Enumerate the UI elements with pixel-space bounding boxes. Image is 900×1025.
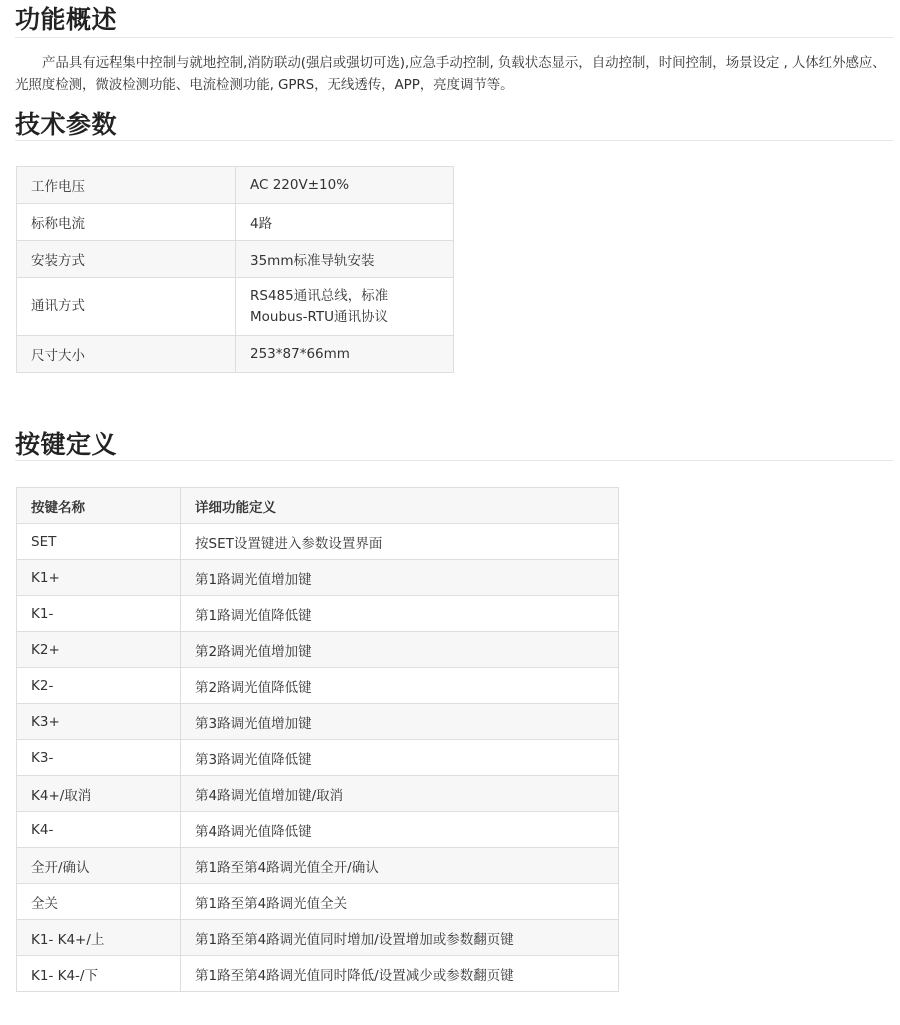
- overview-title: 功能概述: [15, 5, 118, 34]
- column-header-name: 按键名称: [17, 488, 181, 524]
- spec-value: AC 220V±10%: [236, 167, 454, 204]
- key-name: K2+: [17, 632, 181, 668]
- spec-label: 尺寸大小: [17, 336, 236, 373]
- key-name: 全开/确认: [17, 848, 181, 884]
- spec-value-line: Moubus-RTU通讯协议: [250, 308, 389, 325]
- key-desc: 第1路调光值增加键: [181, 560, 619, 596]
- table-row: [17, 278, 454, 336]
- spec-label: 工作电压: [17, 167, 236, 204]
- specs-title: 技术参数: [15, 110, 118, 139]
- spec-label: 通讯方式: [17, 278, 236, 336]
- key-name: K3+: [17, 704, 181, 740]
- key-desc: 第1路至第4路调光值同时降低/设置减少或参数翻页键: [181, 956, 619, 992]
- spec-value: 253*87*66mm: [236, 336, 454, 373]
- specs-divider: [15, 140, 893, 141]
- table-row: [17, 740, 619, 776]
- key-name: K1- K4-/下: [17, 956, 181, 992]
- table-row: [17, 668, 619, 704]
- spec-value: 4路: [236, 204, 454, 241]
- table-row: [17, 812, 619, 848]
- keys-divider: [15, 460, 893, 461]
- spec-label: 安装方式: [17, 241, 236, 278]
- spec-value: [236, 278, 454, 336]
- key-desc: 第4路调光值降低键: [181, 812, 619, 848]
- specs-table: [16, 166, 454, 373]
- table-row: [17, 632, 619, 668]
- table-row: [17, 560, 619, 596]
- overview-divider: [15, 37, 893, 38]
- spec-label: 标称电流: [17, 204, 236, 241]
- key-name: K3-: [17, 740, 181, 776]
- key-name: K1- K4+/上: [17, 920, 181, 956]
- key-name: K4+/取消: [17, 776, 181, 812]
- table-row: [17, 204, 454, 241]
- key-desc: 第3路调光值降低键: [181, 740, 619, 776]
- table-row: [17, 956, 619, 992]
- table-row: [17, 920, 619, 956]
- spec-value-line: RS485通讯总线，标准: [250, 287, 389, 304]
- key-name: K1+: [17, 560, 181, 596]
- table-row: [17, 704, 619, 740]
- key-name: K2-: [17, 668, 181, 704]
- key-name: K4-: [17, 812, 181, 848]
- key-desc: 第2路调光值增加键: [181, 632, 619, 668]
- key-desc: 第3路调光值增加键: [181, 704, 619, 740]
- table-row: [17, 336, 454, 373]
- key-desc: 第1路调光值降低键: [181, 596, 619, 632]
- table-row: [17, 884, 619, 920]
- key-desc: 第2路调光值降低键: [181, 668, 619, 704]
- spec-value: 35mm标准导轨安装: [236, 241, 454, 278]
- table-row: [17, 848, 619, 884]
- table-row: [17, 524, 619, 560]
- key-name: K1-: [17, 596, 181, 632]
- key-desc: 第1路至第4路调光值全关: [181, 884, 619, 920]
- table-header-row: [17, 488, 619, 524]
- keys-title: 按键定义: [15, 430, 118, 459]
- key-desc: 第1路至第4路调光值同时增加/设置增加或参数翻页键: [181, 920, 619, 956]
- keys-table: [16, 487, 619, 992]
- overview-text: 产品具有远程集中控制与就地控制,消防联动(强启或强切可选),应急手动控制, 负载状态显示，自动控制，时间控制，场景设定 , 人体红外感应、光照度检测，微波检测功能、电流检测功能, GPRS，无线透传，APP，亮度调节等。: [15, 55, 886, 93]
- table-row: [17, 596, 619, 632]
- table-row: [17, 167, 454, 204]
- key-desc: 第1路至第4路调光值全开/确认: [181, 848, 619, 884]
- table-row: [17, 776, 619, 812]
- column-header-desc: 详细功能定义: [181, 488, 619, 524]
- key-name: 全关: [17, 884, 181, 920]
- key-desc: 按SET设置键进入参数设置界面: [181, 524, 619, 560]
- key-name: SET: [17, 524, 181, 560]
- key-desc: 第4路调光值增加键/取消: [181, 776, 619, 812]
- table-row: [17, 241, 454, 278]
